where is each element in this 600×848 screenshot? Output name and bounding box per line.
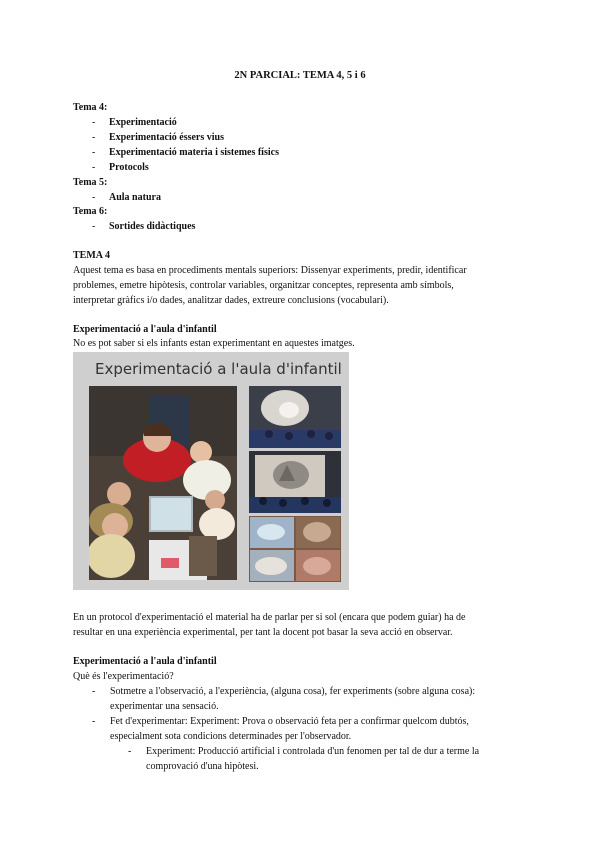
bullet-dash: - [92, 162, 96, 173]
tema4-item: Experimentació [109, 117, 177, 128]
paragraph-line: En un protocol d'experimentació el material ha de parlar per si sol (encara que podem guiar) ha de [73, 612, 466, 623]
paragraph-line: interpretar gràfics i/o dades, analitzar dades, extreure conclusions (vocabulari). [73, 295, 389, 306]
bullet-dash: - [92, 192, 96, 203]
bullet-dash: - [92, 147, 96, 158]
paragraph-line: resultar en una experiència experimental, per tant la docent pot basar la seva acció en observar. [73, 627, 453, 638]
paragraph-line: problemes, emetre hipòtesis, controlar variables, organitzar conceptes, representa amb símbols, [73, 280, 454, 291]
bullet-line: especialment sota condicions determinades per l'observador. [110, 731, 352, 742]
bullet-dash: - [92, 117, 96, 128]
materials-collage-photo [249, 516, 341, 582]
bullet-line: Sotmetre a l'observació, a l'experiència, (alguna cosa), fer experiments (sobre alguna cosa): [110, 686, 476, 697]
bullet-dash: - [92, 686, 96, 697]
section-heading: Experimentació a l'aula d'infantil [73, 656, 217, 667]
bullet-dash: - [92, 132, 96, 143]
sub-bullet-line: comprovació d'una hipòtesi. [146, 761, 259, 772]
main-photo [89, 386, 237, 580]
tema4-label: Tema 4: [73, 102, 108, 113]
sub-bullet-line: Experiment: Producció artificial i controlada d'un fenomen per tal de dur a terme la [146, 746, 480, 757]
tema4-item: Experimentació éssers vius [109, 132, 224, 143]
section-heading: TEMA 4 [73, 250, 110, 261]
tema5-label: Tema 5: [73, 177, 108, 188]
tema6-item: Sortides didàctiques [109, 221, 196, 232]
tema6-label: Tema 6: [73, 206, 108, 217]
tema4-item: Experimentació materia i sistemes físics [109, 147, 279, 158]
classroom-photo-collage [73, 352, 349, 590]
paragraph-line: Aquest tema es basa en procediments mentals superiors: Dissenyar experiments, predir, identificar [73, 265, 467, 276]
bullet-dash: - [92, 221, 96, 232]
bullet-line: experimentar una sensació. [110, 701, 219, 712]
shadow-play-photo-2 [249, 451, 341, 513]
tema5-item: Aula natura [109, 192, 161, 203]
sub-bullet-dash: - [128, 746, 132, 757]
section-heading: Experimentació a l'aula d'infantil [73, 324, 217, 335]
shadow-play-photo-1 [249, 386, 341, 448]
tema4-item: Protocols [109, 162, 149, 173]
page-title: 2N PARCIAL: TEMA 4, 5 i 6 [234, 70, 366, 81]
paragraph-line: No es pot saber si els infants estan experimentant en aquestes imatges. [73, 338, 355, 349]
bullet-dash: - [92, 716, 96, 727]
image-title: Experimentació a l'aula d'infantil [95, 360, 342, 378]
bullet-line: Fet d'experimentar: Experiment: Prova o observació feta per a confirmar quelcom dubtós, [110, 716, 469, 727]
question-line: Què és l'experimentació? [73, 671, 174, 682]
